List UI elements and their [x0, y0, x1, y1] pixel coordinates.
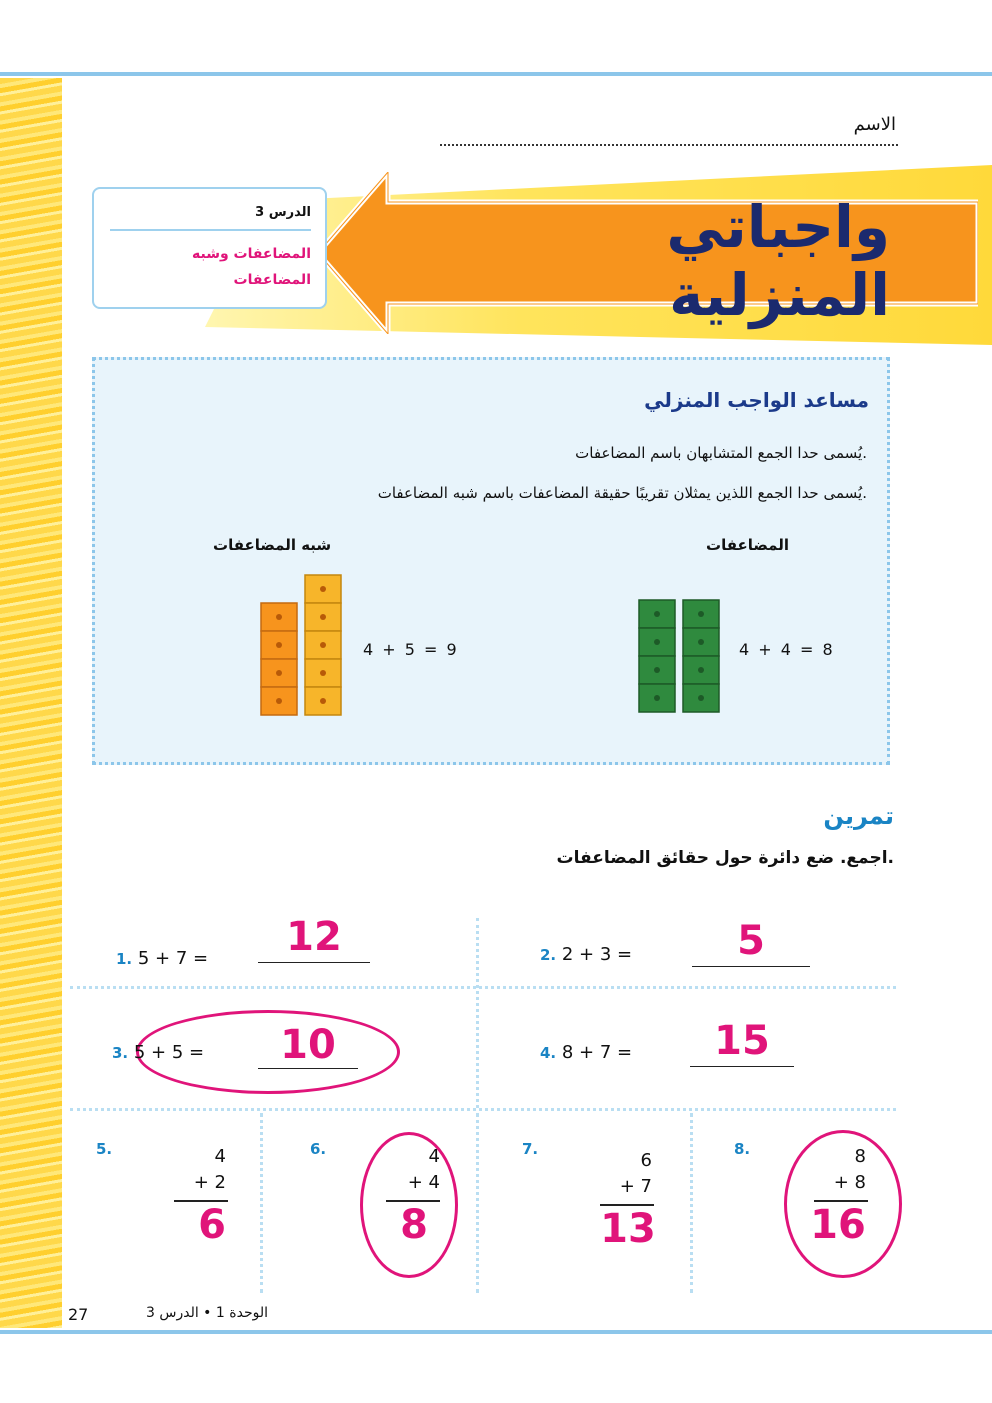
doubles-equation: 4 + 4 = 8	[739, 640, 835, 659]
problem-2	[540, 944, 632, 965]
homework-helper-box	[92, 357, 890, 765]
problem-number: 5.	[96, 1140, 113, 1158]
grid-divider	[260, 1113, 263, 1293]
near-doubles-equation: 4 + 5 = 9	[363, 640, 459, 659]
answer-line[interactable]	[690, 1066, 794, 1067]
problem-5	[166, 1144, 226, 1196]
problem-number: 1.	[116, 950, 133, 968]
addend-top: 4	[428, 1146, 440, 1167]
problem-number: 6.	[310, 1140, 327, 1158]
grid-divider	[690, 1113, 693, 1293]
lesson-divider	[110, 229, 311, 231]
problem-number: 7.	[522, 1140, 539, 1158]
answer-5: 6	[198, 1202, 226, 1248]
problem-1	[116, 948, 208, 969]
problem-4	[540, 1042, 632, 1063]
problem-3	[112, 1042, 204, 1063]
problem-expression: 5 + 7 =	[137, 948, 209, 969]
helper-title: مساعد الواجب المنزلي	[644, 388, 869, 412]
helper-definition-near-doubles: يُسمى حدا الجمع اللذين يمثلان تقريبًا حقيقة المضاعفات باسم شبه المضاعفات.	[377, 484, 867, 502]
answer-7: 13	[600, 1206, 656, 1252]
practice-title: تمرين	[823, 802, 894, 830]
doubles-cubes-icon	[635, 590, 727, 720]
answer-1: 12	[286, 914, 342, 960]
grid-divider	[476, 918, 479, 1108]
answer-2: 5	[737, 918, 765, 964]
answer-line[interactable]	[692, 966, 810, 967]
answer-8: 16	[810, 1202, 866, 1248]
name-label: الاسم	[853, 114, 896, 135]
lesson-name: المضاعفات وشبه المضاعفات	[191, 246, 311, 288]
practice-instructions: اجمع. ضع دائرة حول حقائق المضاعفات.	[556, 848, 894, 868]
answer-6: 8	[400, 1202, 428, 1248]
problem-number: 3.	[112, 1044, 129, 1062]
addend-bottom: + 2	[193, 1172, 226, 1193]
problem-number: 4.	[540, 1044, 557, 1062]
near-doubles-cubes-icon	[257, 565, 349, 720]
grid-divider	[476, 1113, 479, 1293]
page-title: واجباتي المنزلية	[666, 193, 890, 329]
addend-top: 4	[214, 1146, 226, 1167]
problem-expression: 5 + 5 =	[133, 1042, 205, 1063]
problem-expression: 2 + 3 =	[561, 944, 633, 965]
answer-line[interactable]	[258, 1068, 358, 1069]
helper-definition-doubles: يُسمى حدا الجمع المتشابهان باسم المضاعفات.	[575, 444, 867, 462]
lesson-number: الدرس 3	[255, 205, 311, 220]
addend-top: 6	[640, 1150, 652, 1171]
answer-line[interactable]	[258, 962, 370, 963]
decorative-strip	[0, 78, 62, 1328]
lesson-card	[92, 187, 327, 309]
problem-expression: 8 + 7 =	[561, 1042, 633, 1063]
addend-bottom: + 4	[407, 1172, 440, 1193]
footer-unit-lesson: الوحدة 1 • الدرس 3	[146, 1305, 268, 1321]
answer-3: 10	[280, 1022, 336, 1068]
grid-divider	[70, 1108, 896, 1111]
problem-number: 2.	[540, 946, 557, 964]
grid-divider	[70, 986, 896, 989]
name-field-line[interactable]	[440, 144, 898, 146]
problem-7	[592, 1148, 652, 1200]
problem-6	[378, 1144, 440, 1196]
problem-8	[806, 1144, 866, 1196]
addend-top: 8	[854, 1146, 866, 1167]
addend-bottom: + 7	[619, 1176, 652, 1197]
page-number: 27	[68, 1305, 89, 1324]
addend-bottom: + 8	[833, 1172, 866, 1193]
problem-number: 8.	[734, 1140, 751, 1158]
answer-4: 15	[714, 1018, 770, 1064]
practice-grid	[70, 914, 896, 1298]
doubles-label: المضاعفات	[706, 536, 789, 554]
near-doubles-label: شبه المضاعفات	[213, 536, 332, 554]
